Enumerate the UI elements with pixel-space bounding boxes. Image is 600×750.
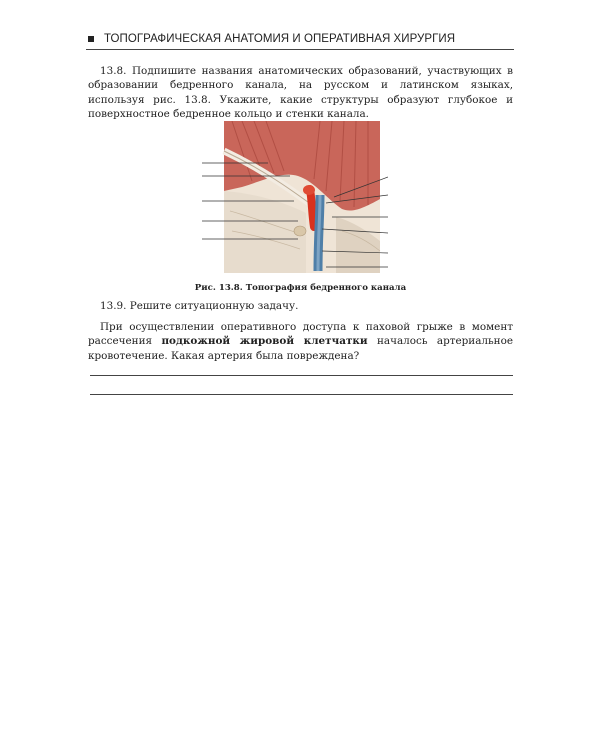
task-13-9-title: 13.9. Решите ситуационную задачу.	[100, 300, 299, 312]
task-text-part: При осуществлении оперативного доступа к паховой грыже в момент рассечения	[88, 321, 513, 348]
task-13-8-text: 13.8. Подпишите названия анатомических образований, участвующих в образовании бедренного канала, на русском и латинском языках, используя рис. 13.8. Укажите, какие структуры образуют глубокое и поверхностное бедренное кольцо и стенки канала.	[88, 65, 513, 120]
figure-caption: Рис. 13.8. Топография бедренного канала	[194, 283, 407, 293]
femoral-canal-figure	[202, 121, 388, 273]
answer-line[interactable]	[90, 375, 513, 376]
header-title: ТОПОГРАФИЧЕСКАЯ АНАТОМИЯ И ОПЕРАТИВНАЯ ХИРУРГИЯ	[104, 33, 456, 45]
answer-line[interactable]	[90, 394, 513, 395]
header-square-marker	[88, 36, 94, 42]
femoral-canal-illustration	[202, 121, 388, 273]
task-13-9-text	[88, 320, 513, 363]
bold-term: подкожной жировой клетчатки	[161, 335, 368, 348]
running-header	[86, 33, 514, 50]
task-text-part: началось артериальное кровотечение. Какая артерия была повреждена?	[88, 335, 513, 362]
